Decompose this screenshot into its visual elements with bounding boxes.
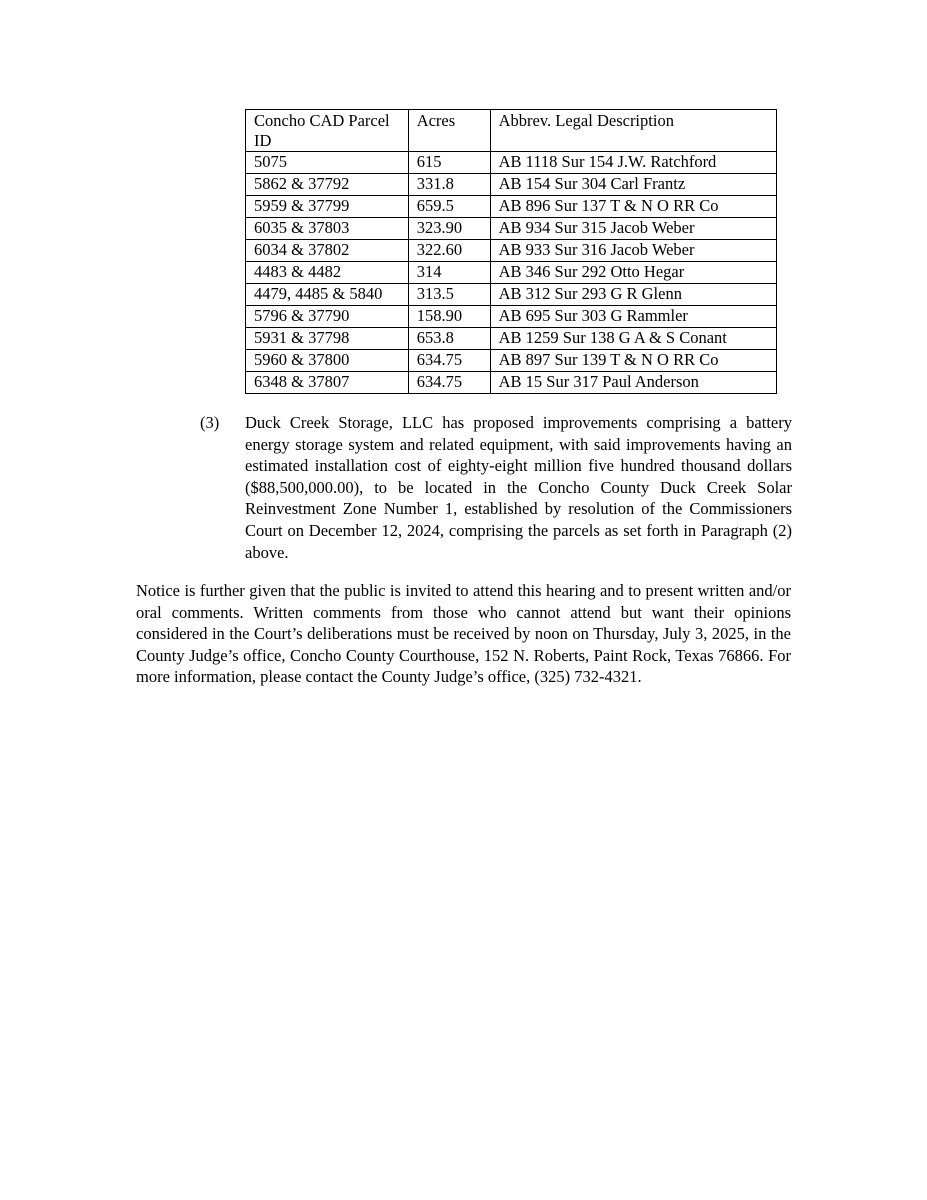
table-header-row <box>246 110 777 152</box>
acres-cell: 331.8 <box>408 174 490 196</box>
parcel-table <box>245 109 777 394</box>
acres-cell: 323.90 <box>408 218 490 240</box>
table-row <box>246 372 777 394</box>
parcel-id-cell: 6034 & 37802 <box>246 240 409 262</box>
acres-cell: 634.75 <box>408 372 490 394</box>
paragraph-3 <box>200 412 792 563</box>
legal-description-cell: AB 933 Sur 316 Jacob Weber <box>490 240 776 262</box>
table-row <box>246 350 777 372</box>
acres-cell: 659.5 <box>408 196 490 218</box>
acres-cell: 653.8 <box>408 328 490 350</box>
paragraph-number: (3) <box>200 413 220 432</box>
acres-cell: 313.5 <box>408 284 490 306</box>
table-row <box>246 240 777 262</box>
parcel-id-cell: 6035 & 37803 <box>246 218 409 240</box>
acres-cell: 314 <box>408 262 490 284</box>
legal-description-cell: AB 1118 Sur 154 J.W. Ratchford <box>490 152 776 174</box>
parcel-id-cell: 5075 <box>246 152 409 174</box>
table-row <box>246 174 777 196</box>
parcel-id-cell: 5959 & 37799 <box>246 196 409 218</box>
legal-description-cell: AB 1259 Sur 138 G A & S Conant <box>490 328 776 350</box>
table-row <box>246 152 777 174</box>
acres-cell: 615 <box>408 152 490 174</box>
table-row <box>246 218 777 240</box>
parcel-id-cell: 5931 & 37798 <box>246 328 409 350</box>
legal-description-cell: AB 897 Sur 139 T & N O RR Co <box>490 350 776 372</box>
parcel-id-cell: 5862 & 37792 <box>246 174 409 196</box>
acres-cell: 322.60 <box>408 240 490 262</box>
header-acres: Acres <box>408 110 490 152</box>
legal-description-cell: AB 695 Sur 303 G Rammler <box>490 306 776 328</box>
legal-description-cell: AB 15 Sur 317 Paul Anderson <box>490 372 776 394</box>
table-row <box>246 328 777 350</box>
parcel-id-cell: 5796 & 37790 <box>246 306 409 328</box>
legal-description-cell: AB 346 Sur 292 Otto Hegar <box>490 262 776 284</box>
legal-description-cell: AB 154 Sur 304 Carl Frantz <box>490 174 776 196</box>
table-row <box>246 284 777 306</box>
table-row <box>246 196 777 218</box>
paragraph-3-text: Duck Creek Storage, LLC has proposed improvements comprising a battery energy storage system and related equipment, with said improvements having an estimated installation cost of eighty-eight million five hundred thousand dollars ($88,500,000.00), to be located in the Concho County Duck Creek Solar Reinvestment Zone Number 1, established by resolution of the Commissioners Court on December 12, 2024, comprising the parcels as set forth in Paragraph (2) above. <box>245 413 792 562</box>
parcel-id-cell: 4479, 4485 & 5840 <box>246 284 409 306</box>
legal-description-cell: AB 896 Sur 137 T & N O RR Co <box>490 196 776 218</box>
legal-description-cell: AB 312 Sur 293 G R Glenn <box>490 284 776 306</box>
parcel-id-cell: 4483 & 4482 <box>246 262 409 284</box>
table-row <box>246 262 777 284</box>
parcel-id-cell: 6348 & 37807 <box>246 372 409 394</box>
parcel-table-body <box>246 152 777 394</box>
acres-cell: 158.90 <box>408 306 490 328</box>
header-legal-description: Abbrev. Legal Description <box>490 110 776 152</box>
acres-cell: 634.75 <box>408 350 490 372</box>
header-parcel-id: Concho CAD Parcel ID <box>246 110 409 152</box>
notice-paragraph: Notice is further given that the public is invited to attend this hearing and to present written and/or oral comments. Written comments from those who cannot attend but want their opinions considered in the Court’s deliberations must be received by noon on Thursday, July 3, 2025, in the County Judge’s office, Concho County Courthouse, 152 N. Roberts, Paint Rock, Texas 76866. For more information, please contact the County Judge’s office, (325) 732-4321. <box>136 581 791 687</box>
legal-description-cell: AB 934 Sur 315 Jacob Weber <box>490 218 776 240</box>
table-row <box>246 306 777 328</box>
parcel-id-cell: 5960 & 37800 <box>246 350 409 372</box>
